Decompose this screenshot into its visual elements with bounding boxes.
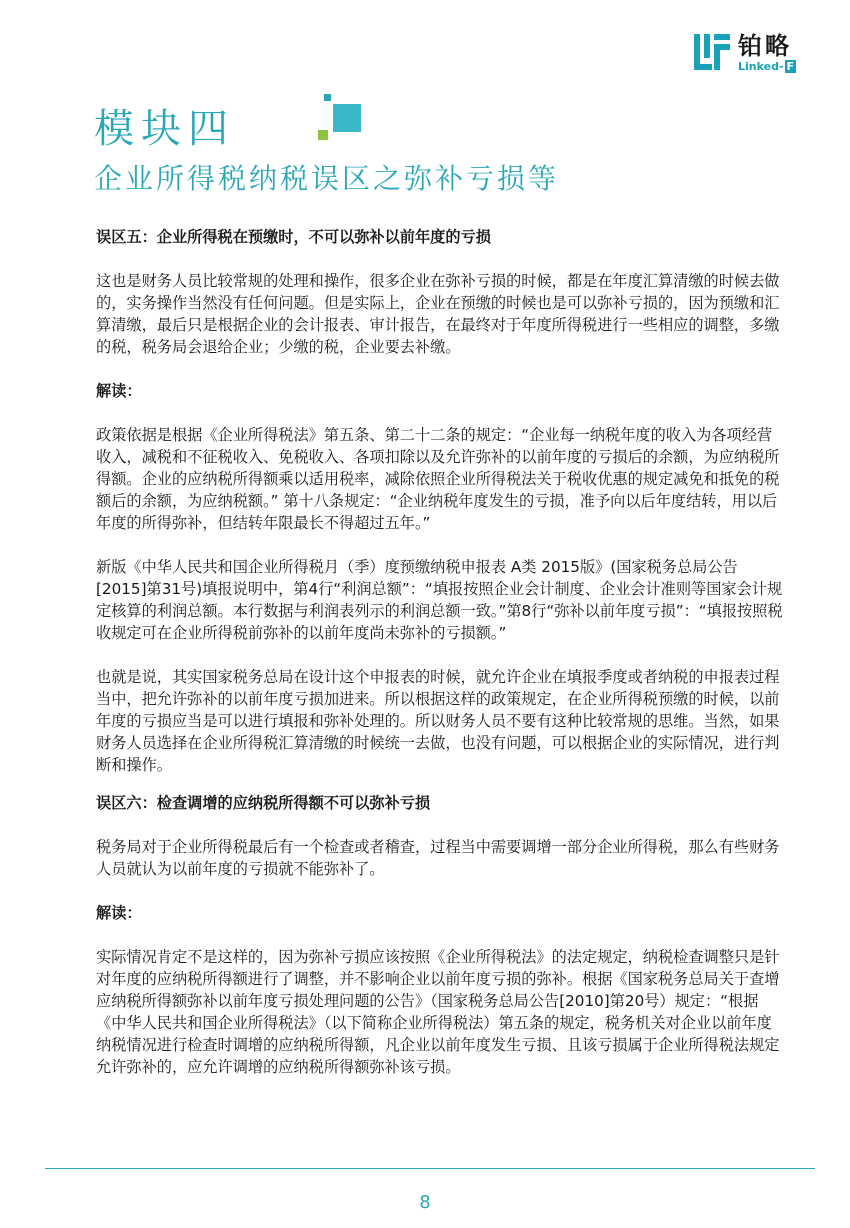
decor-square-large — [333, 104, 361, 132]
footer-divider — [45, 1168, 815, 1169]
brand-logo — [694, 32, 824, 76]
logo-mark-icon — [694, 34, 730, 70]
paragraph-conclusion: 也就是说，其实国家税务总局在设计这个申报表的时候，就允许企业在填报季度或者纳税的申报表过程当中，把允许弥补的以前年度亏损加进来。所以根据这样的政策规定，在企业所得税预缴的时候，以前年度的亏损应当是可以进行填报和弥补处理的。所以财务人员不要有这种比较常规的思维。当然，如果财务人员选择在企业所得税汇算清缴的时候统一去做，也没有问题，可以根据企业的实际情况，进行判断和操作。 — [96, 668, 780, 774]
section-heading-myth-6: 误区六：检查调增的应纳税所得额不可以弥补亏损 — [96, 794, 431, 812]
module-title: 模块四 — [94, 106, 235, 152]
decor-square-small-top — [324, 94, 331, 101]
paragraph-actual-situation: 实际情况肯定不是这样的，因为弥补亏损应该按照《企业所得税法》的法定规定，纳税检查调整只是针对年度的应纳税所得额进行了调整，并不影响企业以前年度亏损的弥补。根据《国家税务总局关于查增应纳税所得额弥补以前年度亏损处理问题的公告》（国家税务总局公告[2010]第20号）规定：“根据《中华人民共和国企业所得税法》（以下简称企业所得税法）第五条的规定，税务机关对企业以前年度纳税情况进行检查时调增的应纳税所得额，凡企业以前年度发生亏损、且该亏损属于企业所得税法规定允许弥补的，应允许调增的应纳税所得额弥补该亏损。 — [96, 948, 780, 1076]
logo-english-suffix: F — [786, 60, 795, 73]
paragraph-myth-5-description: 这也是财务人员比较常规的处理和操作，很多企业在弥补亏损的时候，都是在年度汇算清缴的时候去做的，实务操作当然没有任何问题。但是实际上，企业在预缴的时候也是可以弥补亏损的，因为预缴和汇算清缴，最后只是根据企业的会计报表、审计报告，在最终对于年度所得税进行一些相应的调整，多缴的税，税务局会退给企业；少缴的税，企业要去补缴。 — [96, 272, 780, 356]
logo-english-name — [738, 61, 796, 73]
decor-square-green — [318, 130, 328, 140]
document-body — [96, 226, 786, 1078]
logo-english-prefix: Linked- — [738, 60, 784, 73]
section-heading-myth-5: 误区五：企业所得税在预缴时，不可以弥补以前年度的亏损 — [96, 228, 491, 246]
page-number: 8 — [419, 1192, 431, 1213]
paragraph-policy-basis: 政策依据是根据《企业所得税法》第五条、第二十二条的规定：“企业每一纳税年度的收入为各项经营收入，减税和不征税收入、免税收入、各项扣除以及允许弥补的以前年度的亏损后的余额，为应纳税所得额。企业的应纳税所得额乘以适用税率，减除依照企业所得税法关于税收优惠的规定减免和抵免的税额后的余额，为应纳税额。” 第十八条规定：“企业纳税年度发生的亏损，准予向以后年度结转，用以后年度的所得弥补，但结转年限最长不得超过五年。” — [96, 426, 780, 532]
logo-chinese-name: 铂略 — [738, 32, 792, 60]
section-heading-interpretation: 解读： — [96, 382, 142, 400]
paragraph-myth-6-description: 税务局对于企业所得税最后有一个检查或者稽查，过程当中需要调增一部分企业所得税，那么有些财务人员就认为以前年度的亏损就不能弥补了。 — [96, 838, 780, 878]
paragraph-new-form-instructions: 新版《中华人民共和国企业所得税月（季）度预缴纳税申报表 A类 2015版》(国家税务总局公告[2015]第31号)填报说明中，第4行“利润总额”：“填报按照企业会计制度、企业会计准则等国家会计规定核算的利润总额。本行数据与利润表列示的利润总额一致。”第8行“弥补以前年度亏损”：“填报按照税收规定可在企业所得税前弥补的以前年度尚未弥补的亏损额。” — [96, 558, 783, 642]
section-heading-interpretation-2: 解读： — [96, 904, 142, 922]
module-subtitle: 企业所得税纳税误区之弥补亏损等 — [94, 162, 560, 195]
